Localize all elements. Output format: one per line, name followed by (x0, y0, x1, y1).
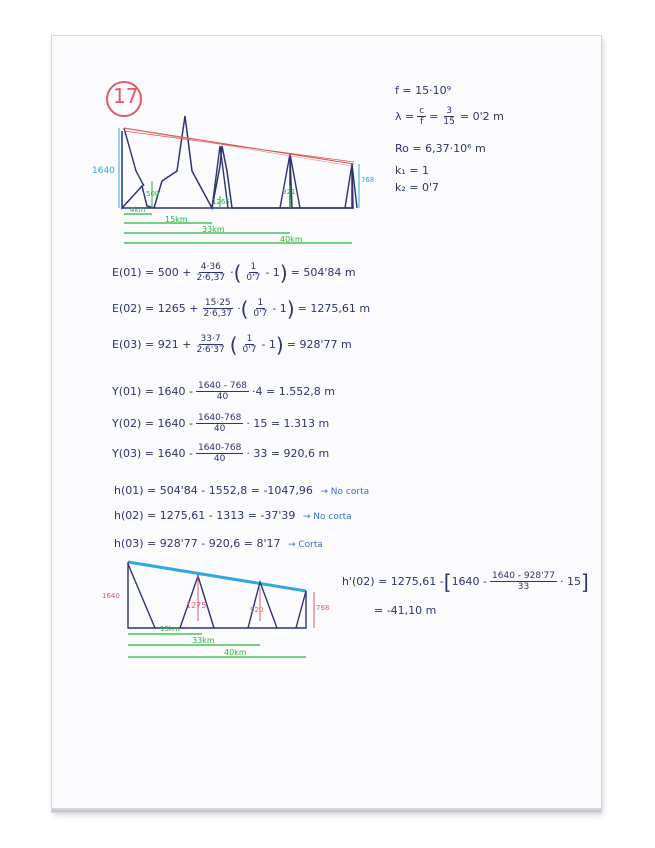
h-prime-mult: · 15 (560, 575, 582, 588)
ray-num-3: 1640-768 (197, 443, 242, 453)
diagram1-height-right: 768 (361, 176, 375, 184)
h-prime-frac (490, 571, 557, 592)
notebook-page (52, 36, 601, 812)
ray-den-1: 40 (216, 392, 229, 402)
ray-lhs-1: Y(01) = 1640 - (112, 385, 193, 398)
bracket-open: [ (443, 569, 452, 594)
clearance-note-1: → No corta (320, 487, 370, 497)
diagram2-d2: 33km (192, 636, 215, 645)
ray-rhs-3: · 33 = 920,6 m (246, 447, 330, 460)
clearance-expr-3: h(03) = 928'77 - 920,6 = 8'17 (114, 537, 281, 550)
paren-close-2: ) (286, 296, 295, 321)
given-k1: k₁ = 1 (395, 164, 429, 177)
clearance-expr-2: h(02) = 1275,61 - 1313 = -37'39 (114, 509, 296, 522)
given-earth-radius: Ro = 6,37·10⁶ m (395, 142, 486, 155)
wavelength-den-1: f (420, 117, 424, 127)
diagram1-h3: 921 (282, 188, 296, 196)
clearance-expr-1: h(01) = 504'84 - 1552,8 = -1047,96 (114, 484, 313, 497)
bulge-rhs-3: = 928'77 m (286, 338, 352, 351)
bulge-pmin-3: - 1 (261, 338, 276, 351)
h-prime-lhs: h'(02) = 1275,61 - (342, 575, 444, 588)
ray-den-3: 40 (213, 454, 226, 464)
h-prime-eq (342, 571, 589, 592)
wavelength-mid: = (429, 110, 439, 123)
diagram2-h2: 1275 (186, 601, 207, 610)
bulge-den-3: 2·6'37 (196, 345, 225, 355)
bulge-lhs-1: E(01) = 500 + (112, 266, 192, 279)
wavelength-num-2: 3 (446, 106, 452, 116)
diagram1-d4: 40km (280, 235, 303, 244)
clearance-note-3: → Corta (287, 540, 323, 550)
diagram2-height-left: 1640 (102, 592, 120, 600)
wavelength-den-2: 15 (443, 117, 455, 127)
ray-rhs-1: ·4 = 1.552,8 m (252, 385, 335, 398)
bulge-pnum-3: 1 (246, 334, 253, 344)
diagram1-d3: 33km (202, 225, 225, 234)
paren-close-3: ) (275, 332, 284, 357)
problem-number: 17 (113, 84, 139, 108)
diagram1-d2: 15km (165, 215, 188, 224)
given-frequency: f = 15·10⁹ (395, 84, 451, 97)
bulge-mid-2: · (237, 302, 241, 315)
h-prime-result: = -41,10 m (374, 604, 437, 617)
h-prime-num: 1640 - 928'77 (492, 571, 556, 581)
bulge-mid-1: · (230, 266, 234, 279)
paren-open-2: ( (240, 296, 249, 321)
ray-lhs-3: Y(03) = 1640 - (112, 447, 193, 460)
paren-open-1: ( (233, 260, 242, 285)
diagram2-d3: 40km (224, 648, 247, 657)
bulge-pmin-1: - 1 (265, 266, 280, 279)
diagram1-h2: 1265 (212, 198, 230, 206)
bulge-pden-2: 0'7 (253, 309, 268, 319)
diagram1-d1: 4km (130, 206, 146, 214)
ray-num-1: 1640 - 768 (197, 381, 248, 391)
paren-close-1: ) (279, 260, 288, 285)
wavelength-rhs: = 0'2 m (459, 110, 504, 123)
h-prime-bracket-left: 1640 - (451, 575, 488, 588)
profile-diagram-2 (52, 36, 601, 696)
clearance-note-2: → No corta (302, 512, 352, 522)
bulge-pnum-2: 1 (257, 298, 264, 308)
bulge-num-2: 15·25 (204, 298, 231, 308)
bulge-num-3: 33·7 (200, 334, 221, 344)
ray-rhs-2: · 15 = 1.313 m (246, 417, 330, 430)
bulge-pden-1: 0'7 (246, 273, 261, 283)
diagram2-d1: 15km (160, 625, 180, 633)
diagram1-h1: 500 (146, 190, 160, 198)
bulge-rhs-1: = 504'84 m (290, 266, 356, 279)
bulge-pden-3: 0'7 (242, 345, 257, 355)
bulge-den-2: 2·6,37 (203, 309, 233, 319)
bulge-lhs-2: E(02) = 1265 + (112, 302, 199, 315)
wavelength-lhs: λ = (395, 110, 415, 123)
ray-num-2: 1640-768 (197, 413, 242, 423)
diagram1-height-left: 1640 (92, 166, 115, 176)
diagram2-h3: 920 (250, 606, 264, 614)
wavelength-num-1: c (419, 106, 425, 116)
bulge-pmin-2: - 1 (272, 302, 287, 315)
bracket-close: ] (581, 569, 589, 594)
given-k2: k₂ = 0'7 (395, 181, 440, 194)
bulge-pnum-1: 1 (250, 262, 257, 272)
ray-den-2: 40 (213, 424, 226, 434)
bulge-rhs-2: = 1275,61 m (297, 302, 371, 315)
ray-lhs-2: Y(02) = 1640 - (112, 417, 193, 430)
diagram2-height-right: 768 (316, 604, 330, 612)
bulge-lhs-3: E(03) = 921 + (112, 338, 192, 351)
paren-open-3: ( (229, 332, 238, 357)
h-prime-den: 33 (517, 582, 530, 592)
bulge-den-1: 2·6,37 (196, 273, 226, 283)
bulge-num-1: 4·36 (200, 262, 221, 272)
